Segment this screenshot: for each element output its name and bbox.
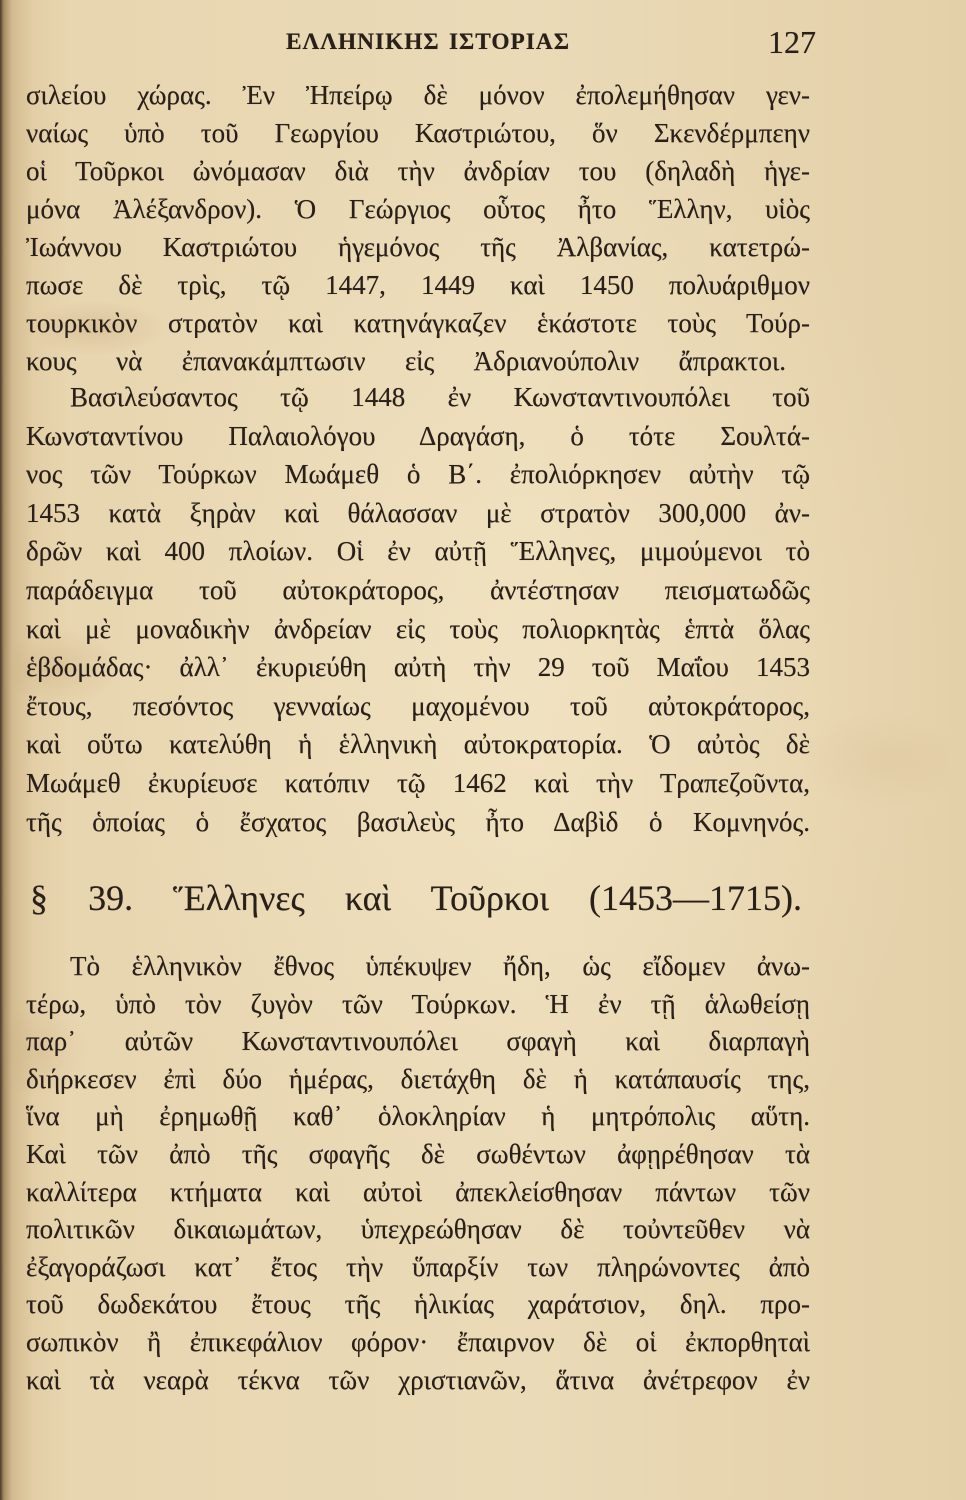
text-line: κους νὰ ἐπανακάμπτωσιν εἰς Ἀδριανούπολιν ἄπρακτοι. <box>26 346 786 376</box>
text-line: τέρω, ὑπὸ τὸν ζυγὸν τῶν Τούρκων. Ἡ ἐν τῇ ἁλωθείσῃ <box>26 988 810 1019</box>
text-line: πωσε δὲ τρὶς, τῷ 1447, 1449 καὶ 1450 πολυάριθμον <box>26 270 810 300</box>
text-line: καὶ τὰ νεαρὰ τέκνα τῶν χριστιανῶν, ἅτινα ἀνέτρεφον ἐν <box>26 1364 810 1395</box>
text-line: τῆς ὁποίας ὁ ἔσχατος βασιλεὺς ἦτο Δαβὶδ ὁ Κομνηνός. <box>26 806 810 837</box>
text-line: μόνα Ἀλέξανδρον). Ὁ Γεώργιος οὗτος ἦτο Ἕλλην, υἱὸς <box>26 194 810 224</box>
text-line: δρῶν καὶ 400 πλοίων. Οἱ ἐν αὐτῇ Ἕλληνες, μιμούμενοι τὸ <box>26 536 810 567</box>
text-line: πολιτικῶν δικαιωμάτων, ὑπεχρεώθησαν δὲ τοὐντεῦθεν νὰ <box>26 1214 810 1245</box>
text-line: καὶ μὲ μοναδικὴν ἀνδρείαν εἰς τοὺς πολιορκητὰς ἑπτὰ ὅλας <box>26 613 810 644</box>
page-number: 127 <box>768 24 816 60</box>
section-title: Ἕλληνες καὶ Τοῦρκοι (1453—1715). <box>173 878 803 918</box>
text-line: νος τῶν Τούρκων Μωάμεθ ὁ Β΄. ἐπολιόρκησεν αὐτὴν τῷ <box>26 459 810 490</box>
paragraph <box>26 378 810 841</box>
text-line: τοῦ δωδεκάτου ἔτους τῆς ἡλικίας χαράτσιον, δηλ. προ- <box>26 1289 810 1320</box>
text-line: σιλείου χώρας. Ἐν Ἠπείρῳ δὲ μόνον ἐπολεμήθησαν γεν- <box>26 80 810 110</box>
text-line: καλλίτερα κτήματα καὶ αὐτοὶ ἀπεκλείσθησαν πάντων τῶν <box>26 1176 810 1207</box>
text-line: τουρκικὸν στρατὸν καὶ κατηνάγκαζεν ἑκάστοτε τοὺς Τούρ- <box>26 308 810 338</box>
text-line: ἔτους, πεσόντος γενναίως μαχομένου τοῦ αὐτοκράτορος, <box>26 690 810 721</box>
text-line: σωπικὸν ἢ ἐπικεφάλιον φόρον· ἔπαιρνον δὲ οἱ ἐκπορθηταὶ <box>26 1326 810 1357</box>
text-line: Μωάμεθ ἐκυρίευσε κατόπιν τῷ 1462 καὶ τὴν Τραπεζοῦντα, <box>26 767 810 798</box>
paragraph <box>26 948 810 1399</box>
paragraph <box>26 76 810 380</box>
text-line: ἐξαγοράζωσι κατ᾽ ἔτος τὴν ὕπαρξίν των πληρώνοντες ἀπὸ <box>26 1251 810 1282</box>
section-number: § 39. <box>30 878 134 918</box>
text-line: 1453 κατὰ ξηρὰν καὶ θάλασσαν μὲ στρατὸν 300,000 ἀν- <box>26 497 810 528</box>
text-line: παράδειγμα τοῦ αὐτοκράτορος, ἀντέστησαν πεισματωδῶς <box>26 574 810 605</box>
text-line: Ἰωάννου Καστριώτου ἡγεμόνος τῆς Ἀλβανίας, κατετρώ- <box>26 232 810 262</box>
text-line: οἱ Τοῦρκοι ὠνόμασαν διὰ τὴν ἀνδρίαν του (δηλαδὴ ἡγε- <box>26 156 810 186</box>
text-line: ἵνα μὴ ἐρημωθῇ καθ᾽ ὁλοκληρίαν ἡ μητρόπολις αὕτη. <box>26 1101 810 1132</box>
text-line: Καὶ τῶν ἀπὸ τῆς σφαγῆς δὲ σωθέντων ἀφῃρέθησαν τὰ <box>26 1138 810 1169</box>
section-heading <box>30 876 802 920</box>
text-line: ναίως ὑπὸ τοῦ Γεωργίου Καστριώτου, ὅν Σκενδέρμπεην <box>26 118 810 148</box>
text-line: ἑβδομάδας· ἀλλ᾽ ἐκυριεύθη αὐτὴ τὴν 29 τοῦ Μαΐου 1453 <box>26 652 810 683</box>
text-line: Κωνσταντίνου Παλαιολόγου Δραγάση, ὁ τότε Σουλτά- <box>26 420 810 451</box>
text-line: Τὸ ἑλληνικὸν ἔθνος ὑπέκυψεν ἤδη, ὡς εἴδομεν ἀνω- <box>70 951 810 981</box>
running-title: ΕΛΛΗΝΙΚΗΣ ΙΣΤΟΡΙΑΣ <box>286 29 570 55</box>
text-line: καὶ οὕτω κατελύθη ἡ ἑλληνικὴ αὐτοκρατορία. Ὁ αὐτὸς δὲ <box>26 729 810 760</box>
text-line: παρ᾽ αὐτῶν Κωνσταντινουπόλει σφαγὴ καὶ διαρπαγὴ <box>26 1026 810 1057</box>
text-line: Βασιλεύσαντος τῷ 1448 ἐν Κωνσταντινουπόλει τοῦ <box>70 382 810 412</box>
text-line: διήρκεσεν ἐπὶ δύο ἡμέρας, διετάχθη δὲ ἡ κατάπαυσίς της, <box>26 1063 810 1094</box>
